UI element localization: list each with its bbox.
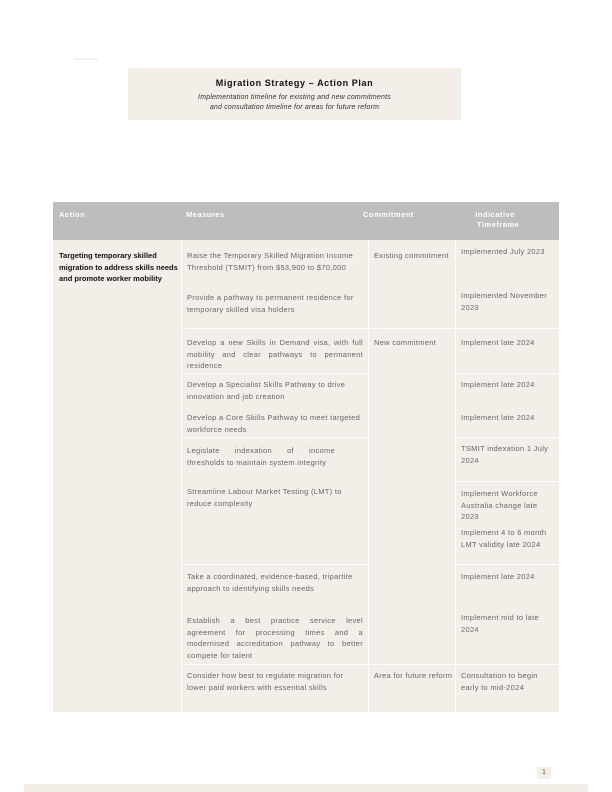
timeframe-cell: Implement mid to late 2024	[461, 613, 539, 634]
timeframe-cell: Implement Workforce Australia change late 2023	[461, 489, 538, 521]
row-divider	[181, 564, 368, 565]
title-box	[128, 68, 461, 120]
timeframe-cell: Implement late 2024	[461, 338, 535, 347]
row-divider	[455, 373, 559, 374]
table-header	[53, 202, 559, 240]
commitment-new: New commitment	[374, 338, 437, 347]
measure-cell: Legislate indexation of income thresholds to maintain system integrity	[187, 446, 335, 467]
column-header-action: Action	[59, 210, 86, 219]
action-table	[53, 240, 559, 712]
row-divider	[181, 328, 559, 329]
timeframe-cell: Implement 4 to 6 month LMT validity late 2024	[461, 528, 547, 549]
subtitle-line-1: Implementation timeline for existing and new commitments	[198, 94, 391, 101]
measure-cell: Raise the Temporary Skilled Migration Income Threshold (TSMIT) from $53,900 to $70,000	[187, 251, 354, 272]
page-title: Migration Strategy – Action Plan	[215, 78, 374, 88]
timeframe-cell: Implemented July 2023	[461, 247, 545, 256]
column-divider	[181, 240, 182, 712]
measure-cell: Establish a best practice service level agreement for processing times and a modernised accreditation pathway to better compete for talent	[187, 616, 363, 660]
measure-cell: Develop a Specialist Skills Pathway to drive innovation and job creation	[187, 380, 346, 401]
row-divider	[455, 564, 559, 565]
footer-band	[24, 784, 588, 792]
column-header-measures: Measures	[186, 210, 225, 219]
column-divider	[368, 240, 369, 712]
timeframe-cell: Implement late 2024	[461, 380, 535, 389]
page-subtitle	[128, 93, 461, 113]
row-divider	[455, 437, 559, 438]
timeframe-cell: Implement late 2024	[461, 572, 535, 581]
commitment-existing: Existing commitment	[374, 251, 449, 260]
row-divider	[455, 481, 559, 482]
timeframe-header-line-1: Indicative	[475, 210, 515, 219]
measure-cell: Streamline Labour Market Testing (LMT) to reduce complexity	[187, 487, 342, 508]
timeframe-cell: Consultation to begin early to mid-2024	[461, 671, 538, 692]
timeframe-cell: TSMIT indexation 1 July 2024	[461, 444, 549, 465]
action-text: Targeting temporary skilled migration to address skills needs and promote worker mobility	[59, 251, 178, 283]
row-divider	[181, 373, 368, 374]
measure-cell: Develop a Core Skills Pathway to meet targeted workforce needs	[187, 413, 361, 434]
page-mark	[74, 58, 98, 60]
measure-cell: Provide a pathway to permanent residence for temporary skilled visa holders	[187, 293, 354, 314]
row-divider	[181, 664, 559, 665]
column-header-commitment: Commitment	[363, 210, 414, 219]
timeframe-cell: Implemented November 2023	[461, 291, 548, 312]
subtitle-line-2: and consultation timeline for areas for future reform	[209, 104, 380, 111]
column-divider	[455, 240, 456, 712]
commitment-future: Area for future reform	[374, 671, 453, 680]
measure-cell: Develop a new Skills in Demand visa, with full mobility and clear pathways to permanent residence	[187, 338, 363, 370]
column-header-timeframe	[471, 210, 519, 230]
measure-cell: Take a coordinated, evidence-based, tripartite approach to identifying skills needs	[187, 572, 353, 593]
timeframe-header-line-2: Timeframe	[477, 220, 520, 229]
row-divider	[181, 437, 368, 438]
measure-cell: Consider how best to regulate migration for lower paid workers with essential skills	[187, 671, 344, 692]
page-number: 1	[537, 767, 551, 779]
timeframe-cell: Implement late 2024	[461, 413, 535, 422]
